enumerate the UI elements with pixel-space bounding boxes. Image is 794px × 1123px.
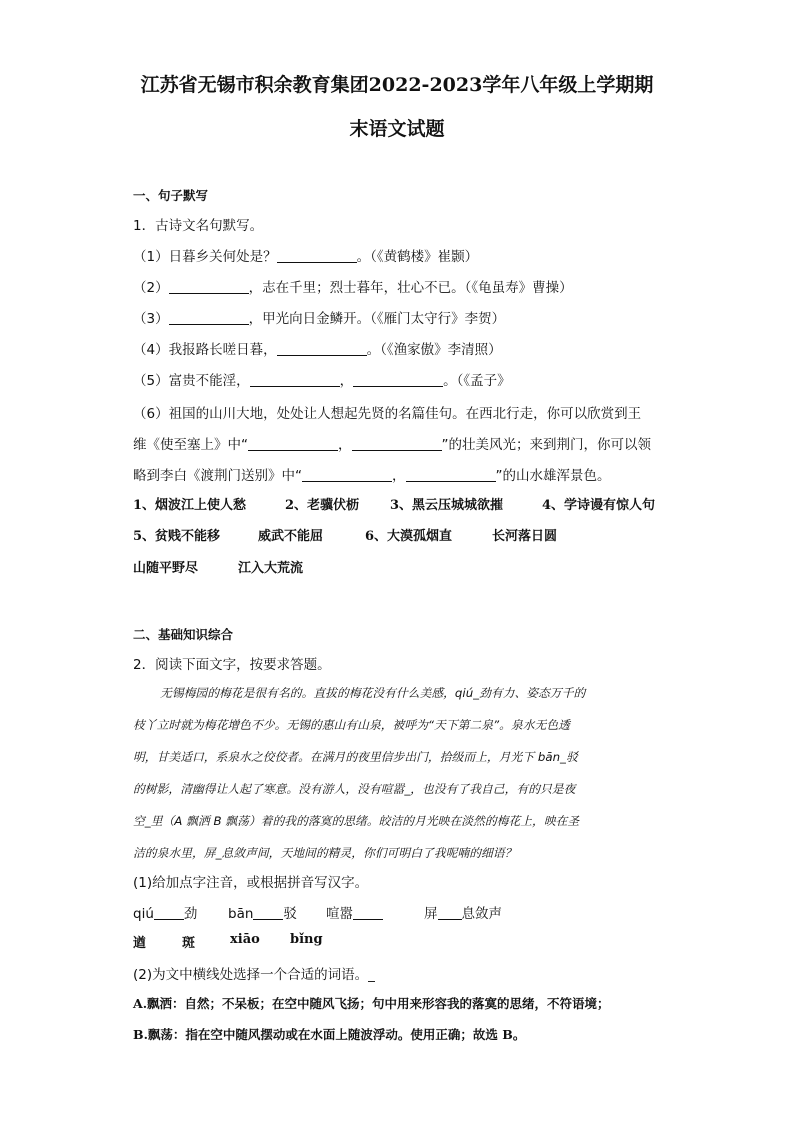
answer-blank[interactable] (352, 436, 442, 451)
answer-blank[interactable] (277, 341, 367, 356)
sub1-answer-3: xiāo (230, 932, 260, 947)
section-2-heading: 二、基础知识综合 (133, 627, 234, 642)
answer-4: 4、学诗谩有惊人句 (542, 498, 656, 513)
answer-1: 1、烟波江上使人愁 (133, 498, 247, 513)
passage-line-4: 的树影，清幽得让人起了寒意。没有游人，没有喧嚣_，也没有了我自己，有的只是夜 (133, 782, 576, 796)
answer-6a: 6、大漠孤烟直 (365, 529, 453, 544)
answer-6d: 江入大荒流 (238, 561, 304, 576)
sub1-item-1 (133, 902, 197, 922)
passage-line-1: 无锡梅园的梅花是很有名的。直拔的梅花没有什么美感，qiú_劲有力、姿态万千的 (160, 686, 586, 700)
answer-blank[interactable] (302, 467, 392, 482)
section-1-heading: 一、句子默写 (133, 188, 209, 203)
question-1-stem: 1．古诗文名句默写。 (133, 218, 264, 234)
q1-item-6-text-b: ”的壮美风光；来到荆门，你可以领 (441, 437, 651, 453)
answer-5b: 威武不能屈 (258, 529, 324, 544)
answer-blank[interactable] (353, 905, 383, 920)
q1-item-3-text: （3） (133, 311, 169, 327)
q1-item-6-line-1: （6）祖国的山川大地，处处让人想起先贤的名篇佳句。在西北行走，你可以欣赏到王 (133, 406, 642, 422)
q1-item-5 (133, 369, 511, 389)
q1-item-1 (133, 245, 478, 265)
q1-item-5-source: 。（《孟子》 (443, 373, 511, 389)
answer-blank[interactable] (154, 905, 184, 920)
q1-item-4-source: 。（《渔家傲》李清照） (366, 342, 502, 358)
answer-blank[interactable] (253, 905, 283, 920)
answer-blank[interactable] (406, 467, 496, 482)
q1-item-1-source: 。（《黄鹤楼》崔颢） (356, 249, 479, 265)
answer-2: 2、老骥伏枥 (285, 498, 360, 513)
sub1-answer-1: 遒 (133, 936, 147, 951)
sub1-item-3 (326, 902, 383, 922)
q1-item-3-source: ，甲光向日金鳞开。（《雁门太守行》李贺） (248, 311, 506, 327)
sub-question-2-stem: (2)为文中横线处选择一个合适的词语。_ (133, 967, 375, 983)
sub1-item-4-char: 屏 (424, 906, 438, 922)
sub2-answer-b: B.飘荡：指在空中随风摆动或在水面上随波浮动。使用正确；故选 B。 (133, 1027, 526, 1042)
sub1-item-2 (228, 902, 297, 922)
sub1-item-2-pinyin: bān (228, 906, 254, 922)
sub1-item-4 (424, 902, 502, 922)
sub1-item-3-word: 喧嚣 (326, 906, 353, 922)
answer-blank[interactable] (277, 248, 357, 263)
answer-5a: 5、贫贱不能移 (133, 529, 221, 544)
q1-item-3 (133, 307, 505, 327)
answer-blank[interactable] (169, 279, 249, 294)
passage-line-2: 枝丫立时就为梅花增色不少。无锡的惠山有山泉，被呼为“天下第二泉”。泉水无色透 (133, 718, 570, 732)
sub2-answer-a: A.飘洒：自然；不呆板；在空中随风飞扬；句中用来形容我的落寞的思绪，不符语境； (133, 996, 610, 1011)
q1-item-2 (133, 276, 573, 296)
sub1-answer-4: bǐng (290, 932, 323, 947)
sub1-item-1-char: 劲 (183, 906, 198, 922)
answer-6c: 山随平野尽 (133, 561, 199, 576)
q1-item-2-source: ，志在千里；烈士暮年，壮心不已。（《龟虽寿》曹操） (248, 280, 573, 296)
exam-title-line-1: 江苏省无锡市积余教育集团2022-2023学年八年级上学期期 (140, 74, 654, 96)
q1-item-6-text-c: 略到李白《渡荆门送别》中“ (133, 468, 302, 484)
q1-item-4-text: （4）我报路长嗟日暮， (133, 342, 277, 358)
q1-item-4 (133, 338, 502, 358)
q1-item-6-comma-2: ， (392, 468, 406, 484)
question-2-stem: 2．阅读下面文字，按要求答题。 (133, 657, 331, 673)
answer-blank[interactable] (169, 310, 249, 325)
answer-blank[interactable] (248, 436, 338, 451)
exam-title-line-2: 末语文试题 (349, 118, 445, 140)
sub1-item-4-word: 息敛声 (461, 906, 502, 922)
q1-item-5-text: （5）富贵不能淫， (133, 373, 250, 389)
passage-line-6: 洁的泉水里，屏_息敛声间，天地间的精灵，你们可明白了我呢喃的细语？ (133, 846, 517, 860)
q1-item-6-line-3 (133, 464, 611, 484)
q1-item-6-line-2 (133, 433, 651, 453)
answer-blank[interactable] (438, 905, 462, 920)
q1-item-6-comma: ， (338, 437, 352, 453)
q1-item-5-comma: ， (339, 373, 354, 389)
q1-item-1-text: （1）日暮乡关何处是？ (133, 249, 277, 265)
passage-line-3: 明，甘美适口，系泉水之佼佼者。在满月的夜里信步出门，拾级而上，月光下 bān_驳 (133, 750, 578, 764)
sub-question-1-stem: (1)给加点字注音，或根据拼音写汉字。 (133, 875, 369, 891)
answer-blank[interactable] (250, 372, 340, 387)
passage-line-5: 空_里（A 飘洒 B 飘荡）着的我的落寞的思绪。皎洁的月光映在淡然的梅花上，映在圣 (133, 814, 580, 828)
q1-item-2-text: （2） (133, 280, 169, 296)
q1-item-6-text-d: ”的山水雄浑景色。 (495, 468, 611, 484)
sub1-answer-2: 斑 (182, 936, 196, 951)
sub1-item-1-pinyin: qiú (133, 906, 154, 922)
answer-3: 3、黑云压城城欲摧 (390, 498, 504, 513)
q1-item-6-text-a: 维《使至塞上》中“ (133, 437, 248, 453)
answer-blank[interactable] (353, 372, 443, 387)
answer-6b: 长河落日圆 (492, 529, 558, 544)
sub1-item-2-char: 驳 (283, 906, 297, 922)
